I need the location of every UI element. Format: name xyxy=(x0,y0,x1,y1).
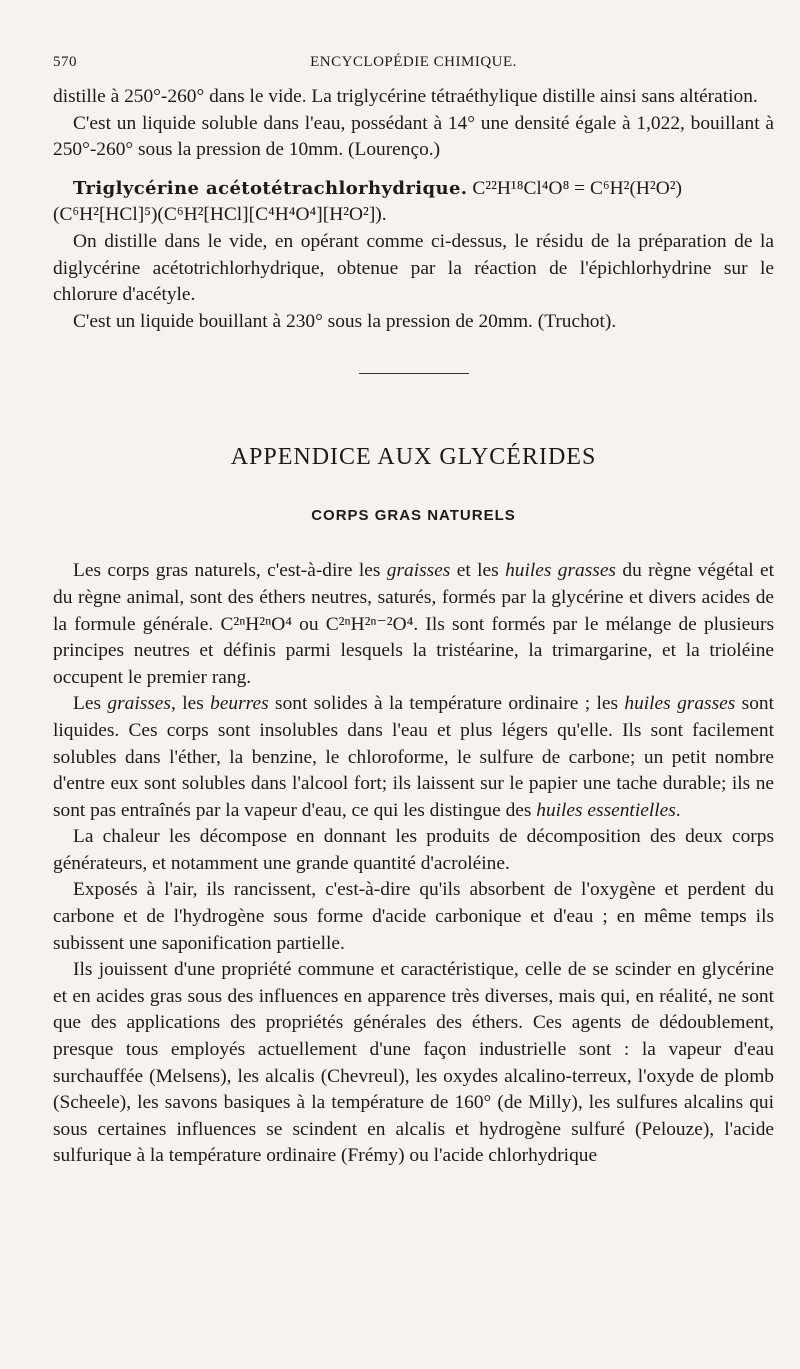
triglycerine-paragraph-2: C'est un liquide bouillant à 230° sous la pression de 20mm. (Truchot). xyxy=(73,310,617,332)
appendix-paragraph-1: Les corps gras naturels, c'est-à-dire les graisses et les huiles grasses du règne végétal et du règne animal, sont des éthers neutres, saturés, formés par la glycérine et divers acides de la formule générale. C²ⁿH²ⁿO⁴ ou C²ⁿH²ⁿ⁻²O⁴. Ils sont formés par le mélange de plusieurs principes neutres et définis parmi lesquels la tristéarine, la trimargarine, et la trioléine occupent le premier rang. xyxy=(53,560,775,688)
running-title: ENCYCLOPÉDIE CHIMIQUE. xyxy=(310,54,517,70)
triglycerine-formula: C²²H¹⁸Cl⁴O⁸ = C⁶H²(H²O²) xyxy=(472,177,683,199)
triglycerine-paragraph-1: On distille dans le vide, en opérant comme ci-dessus, le résidu de la préparation de la diglycérine acétotrichlorhydrique, obtenue par la réaction de l'épichlorhydrine sur le chlorure d'acétyle. xyxy=(53,230,774,306)
appendix-title: APPENDICE AUX GLYCÉRIDES xyxy=(230,444,597,471)
triglycerine-heading: Triglycérine acétotétrachlorhydrique. xyxy=(73,177,468,199)
appendix-paragraph-2: Les graisses, les beurres sont solides à la température ordinaire ; les huiles grasses sont liquides. Ces corps sont insolubles dans l'eau et plus légers qu'elle. Ils sont facilement solubles dans l'éther, la benzine, le chloroforme, le sulfure de carbone; un petit nombre d'entre eux sont solubles dans l'alcool fort; ils laissent sur le papier une tache durable; ils ne sont pas entraînés par la vapeur d'eau, ce qui les distingue des huiles essentielles. xyxy=(53,693,774,821)
intro-paragraph-1: distille à 250°-260° dans le vide. La triglycérine tétraéthylique distille ainsi sans altération. xyxy=(53,86,758,107)
running-head xyxy=(53,48,774,72)
appendix-subtitle: CORPS GRAS NATURELS xyxy=(311,507,516,525)
page-number: 570 xyxy=(53,54,77,70)
section-divider xyxy=(359,373,469,374)
appendix-paragraph-3: La chaleur les décompose en donnant les produits de décomposition des deux corps générateurs, et notamment une grande quantité d'acroléine. xyxy=(53,826,774,874)
appendix-paragraph-5: Ils jouissent d'une propriété commune et caractéristique, celle de se scinder en glycérine et en acides gras sous des influences en apparence très diverses, mais qui, en réalité, ne sont que des applications des propriétés générales des éthers. Ces agents de dédoublement, presque tous employés actuellement d'une façon industrielle sont : la vapeur d'eau surchauffée (Melsens), les alcalis (Chevreul), les oxydes alcalino-terreux, l'oxyde de plomb (Scheele), les savons basiques à la température de 160° (de Milly), les sulfures alcalins qui sous certaines influences se scindent en alcalis et hydrogène sulfuré (Pelouze), l'acide sulfurique à la température ordinaire (Frémy) ou l'acide chlorhydrique xyxy=(53,959,774,1167)
appendix-paragraph-4: Exposés à l'air, ils rancissent, c'est-à-dire qu'ils absorbent de l'oxygène et perdent du carbone et de l'hydrogène sous forme d'acide carbonique et d'eau ; en même temps ils subissent une saponification partielle. xyxy=(53,879,774,954)
page-body xyxy=(53,84,774,1170)
triglycerine-formula-2: (C⁶H²[HCl]⁵)(C⁶H²[HCl][C⁴H⁴O⁴][H²O²]). xyxy=(53,204,387,226)
intro-paragraph-2: C'est un liquide soluble dans l'eau, possédant à 14° une densité égale à 1,022, bouillant à 250°-260° sous la pression de 10mm. (Lourenço.) xyxy=(53,112,774,161)
triglycerine-entry xyxy=(53,176,774,203)
